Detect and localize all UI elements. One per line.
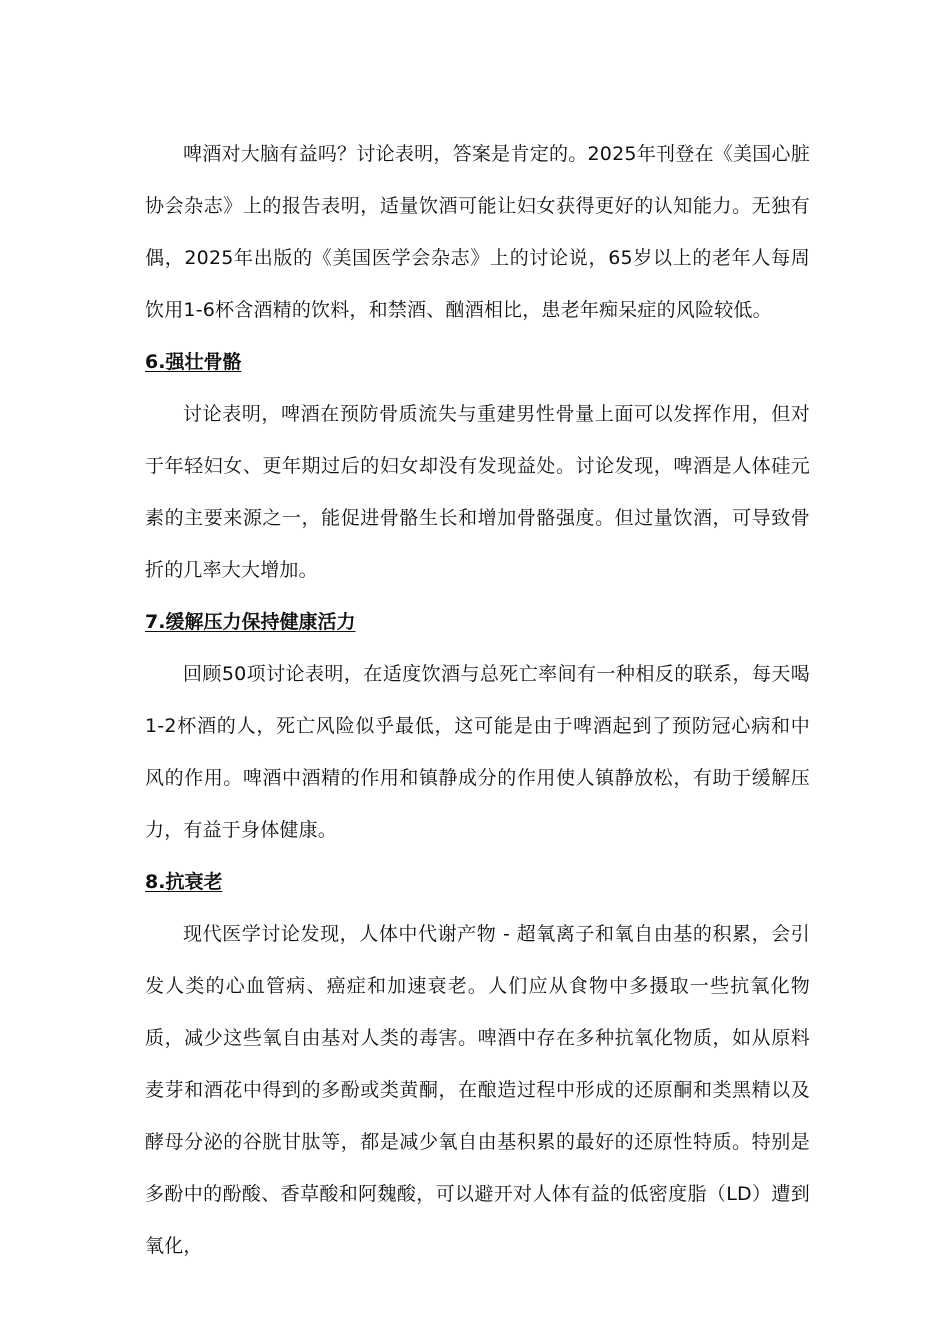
heading-anti-aging <box>145 856 810 908</box>
paragraph-anti-aging: 现代医学讨论发现，人体中代谢产物 - 超氧离子和氧自由基的积累，会引发人类的心血管病、癌症和加速衰老。人们应从食物中多摄取一些抗氧化物质，减少这些氧自由基对人类的毒害。啤酒中存在多种抗氧化物质，如从原料麦芽和酒花中得到的多酚或类黄酮，在酿造过程中形成的还原酮和类黑精以及酵母分泌的谷胱甘肽等，都是减少氧自由基积累的最好的还原性特质。特别是多酚中的酚酸、香草酸和阿魏酸，可以避开对人体有益的低密度脂（LD）遭到氧化， <box>145 923 810 1257</box>
heading-anti-aging-text: 8.抗衰老 <box>145 871 223 893</box>
heading-strong-bones-text: 6.强壮骨骼 <box>145 351 242 373</box>
heading-strong-bones <box>145 336 810 388</box>
paragraph-brain-benefit: 啤酒对大脑有益吗？讨论表明，答案是肯定的。2025年刊登在《美国心脏协会杂志》上的报告表明，适量饮酒可能让妇女获得更好的认知能力。无独有偶，2025年出版的《美国医学会杂志》上的讨论说，65岁以上的老年人每周饮用1-6杯含酒精的饮料，和禁酒、酗酒相比，患老年痴呆症的风险较低。 <box>145 143 810 321</box>
paragraph-bones: 讨论表明，啤酒在预防骨质流失与重建男性骨量上面可以发挥作用，但对于年轻妇女、更年期过后的妇女却没有发现益处。讨论发现，啤酒是人体硅元素的主要来源之一，能促进骨骼生长和增加骨骼强度。但过量饮酒，可导致骨折的几率大大增加。 <box>145 403 810 581</box>
paragraph-stress: 回顾50项讨论表明，在适度饮酒与总死亡率间有一种相反的联系，每天喝1-2杯酒的人，死亡风险似乎最低，这可能是由于啤酒起到了预防冠心病和中风的作用。啤酒中酒精的作用和镇静成分的作用使人镇静放松，有助于缓解压力，有益于身体健康。 <box>145 663 810 841</box>
heading-relieve-stress-text: 7.缓解压力保持健康活力 <box>145 611 356 633</box>
heading-relieve-stress <box>145 596 810 648</box>
document-page <box>145 128 810 1272</box>
